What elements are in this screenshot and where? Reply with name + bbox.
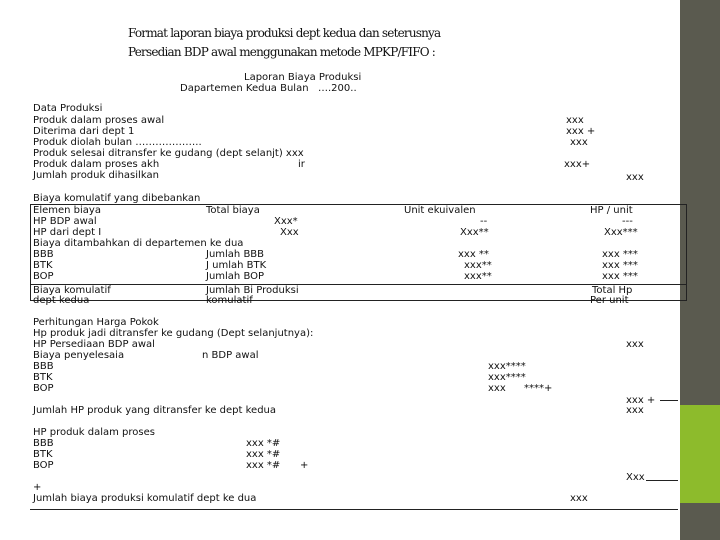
- table-row-elemen: BBB: [33, 249, 54, 260]
- perhitungan-line: HP Persediaan BDP awal: [33, 339, 155, 350]
- report-subtitle: Dapartemen Kedua Bulan: [180, 83, 309, 94]
- hp-proses-plus2: +: [33, 482, 42, 493]
- table-footer-elemen: Biaya komulatif: [33, 285, 111, 296]
- table-row-total: Jumlah BBB: [206, 249, 265, 260]
- perhitungan-item-value: xxx****: [488, 372, 526, 383]
- data-row-label: Produk dalam proses awal: [33, 115, 165, 126]
- grand-total-label: Jumlah biaya produksi komulatif dept ke dua: [33, 493, 257, 504]
- perhitungan-item-label: BOP: [33, 383, 54, 394]
- hp-proses-right-value: Xxx: [626, 472, 645, 483]
- table-top-border: [30, 204, 687, 205]
- table-row-unit: xxx **: [458, 249, 489, 260]
- table-row-total: Xxx: [280, 227, 299, 238]
- data-row-mid: ir: [298, 159, 305, 170]
- table-row-unit: Xxx**: [460, 227, 489, 238]
- table-footer-hp: Total Hp: [592, 285, 633, 296]
- biaya-title: Biaya komulatif yang dibebankan: [33, 193, 201, 204]
- perhitungan-item-value: xxx: [488, 383, 506, 394]
- perhitungan-item-suffix: ****+: [524, 383, 553, 394]
- column-header-total: Total biaya: [206, 205, 260, 216]
- hp-proses-title: HP produk dalam proses: [33, 427, 155, 438]
- perhitungan-line: Biaya penyelesaia: [33, 350, 125, 361]
- data-row-value: xxx: [570, 137, 588, 148]
- table-row-hp: Xxx***: [604, 227, 638, 238]
- data-row-value: xxx: [566, 115, 584, 126]
- slide-heading-line1: Format laporan biaya produksi dept kedua dan seterusnya: [128, 26, 441, 40]
- table-left-border: [30, 204, 31, 301]
- data-row-label: Diterima dari dept 1: [33, 126, 135, 137]
- hp-proses-item-value: xxx *#: [246, 449, 281, 460]
- table-row-unit: xxx**: [464, 271, 492, 282]
- table-row-total: Jumlah BOP: [206, 271, 265, 282]
- table-row-hp: ---: [622, 216, 633, 227]
- table-footer-total: Jumlah Bi Produksi: [206, 285, 299, 296]
- table-bottom-border: [30, 300, 687, 301]
- table-right-border: [686, 204, 687, 301]
- table-footer-total: komulatif: [206, 295, 253, 306]
- table-row-elemen: BOP: [33, 271, 54, 282]
- hp-proses-item-label: BOP: [33, 460, 54, 471]
- column-header-hp: HP / unit: [590, 205, 633, 216]
- table-row-total: J umlah BTK: [206, 260, 267, 271]
- table-row-elemen: HP BDP awal: [33, 216, 97, 227]
- hp-proses-item-value: xxx *#: [246, 460, 281, 471]
- perhitungan-total-value: xxx: [626, 405, 644, 416]
- perhitungan-line-mid: n BDP awal: [202, 350, 259, 361]
- data-row-label: Produk diolah bulan ………………..: [33, 137, 202, 148]
- table-row-elemen: BTK: [33, 260, 53, 271]
- perhitungan-item-value: xxx****: [488, 361, 526, 372]
- data-row-label: Produk selesai ditransfer ke gudang (dept selanjt) xxx: [33, 148, 304, 159]
- report-title: Laporan Biaya Produksi: [244, 72, 362, 83]
- table-row-hp: xxx ***: [602, 249, 638, 260]
- table-footer-divider: [30, 284, 687, 285]
- table-footer-hp: Per unit: [590, 295, 629, 306]
- table-row-hp: xxx ***: [602, 271, 638, 282]
- data-row-value: xxx+: [564, 159, 591, 170]
- slide-heading-line2: Persedian BDP awal menggunakan metode MPKP/FIFO :: [128, 45, 436, 59]
- table-row-unit: xxx**: [464, 260, 492, 271]
- table-row-elemen: HP dari dept I: [33, 227, 102, 238]
- data-row-value: xxx +: [566, 126, 596, 137]
- perhitungan-total-plus: xxx +: [626, 395, 656, 406]
- data-produksi-header: Data Produksi: [33, 103, 103, 114]
- sum-line: [660, 400, 678, 401]
- report-period: ….200..: [318, 83, 357, 94]
- hp-proses-item-label: BTK: [33, 449, 53, 460]
- table-row-total: Xxx*: [274, 216, 298, 227]
- slide-accent-block: [680, 405, 720, 503]
- sum-line: [646, 480, 678, 481]
- perhitungan-total-label: Jumlah HP produk yang ditransfer ke dept kedua: [33, 405, 277, 416]
- perhitungan-item-label: BBB: [33, 361, 54, 372]
- grand-total-rule: [30, 509, 678, 510]
- perhitungan-item-label: BTK: [33, 372, 53, 383]
- table-row-elemen: Biaya ditambahkan di departemen ke dua: [33, 238, 244, 249]
- data-row-total: xxx: [626, 172, 644, 183]
- table-footer-elemen: dept kedua: [33, 295, 90, 306]
- data-row-label: Produk dalam proses akh: [33, 159, 160, 170]
- column-header-elemen: Elemen biaya: [33, 205, 101, 216]
- perhitungan-line: Hp produk jadi ditransfer ke gudang (Dept selanjutnya):: [33, 328, 314, 339]
- table-row-unit: --: [480, 216, 488, 227]
- perhitungan-title: Perhitungan Harga Pokok: [33, 317, 159, 328]
- table-row-hp: xxx ***: [602, 260, 638, 271]
- column-header-unit: Unit ekuivalen: [404, 205, 476, 216]
- hp-proses-item-value: xxx *#: [246, 438, 281, 449]
- hp-proses-plus: +: [300, 460, 309, 471]
- grand-total-value: xxx: [570, 493, 588, 504]
- data-row-label: Jumlah produk dihasilkan: [33, 170, 159, 181]
- hp-proses-item-label: BBB: [33, 438, 54, 449]
- perhitungan-value: xxx: [626, 339, 644, 350]
